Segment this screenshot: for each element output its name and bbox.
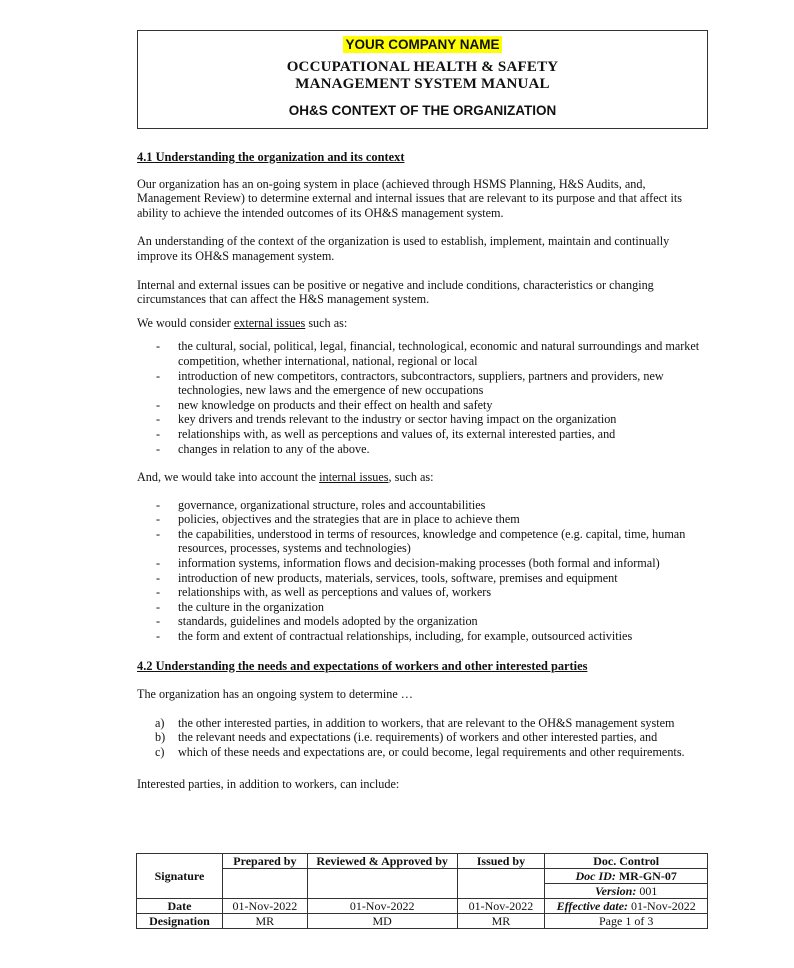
table-row: [137, 869, 708, 884]
list-item-text: changes in relation to any of the above.: [178, 441, 370, 456]
list-item: [137, 614, 712, 629]
external-issues-term: external issues: [233, 315, 306, 330]
dash-marker: -: [156, 629, 161, 644]
internal-issues-list: [137, 498, 712, 644]
list-marker: a): [155, 715, 165, 730]
list-marker: c): [155, 745, 165, 759]
list-item: [137, 398, 712, 413]
dash-marker: -: [156, 426, 161, 441]
list-item: [137, 600, 712, 615]
date-prepared: 01-Nov-2022: [222, 899, 307, 914]
signature-label: Signature: [137, 854, 223, 899]
date-reviewed: 01-Nov-2022: [307, 899, 457, 914]
dash-marker: -: [156, 368, 161, 383]
list-item-text: governance, organizational structure, roles and accountabilities: [178, 497, 486, 512]
date-issued: 01-Nov-2022: [457, 899, 545, 914]
text: , such as:: [388, 470, 434, 485]
manual-title-line2: MANAGEMENT SYSTEM MANUAL: [295, 76, 550, 92]
list-item: [137, 585, 712, 600]
list-item-text: information systems, information flows and decision-making processes (both formal and informal): [178, 556, 660, 571]
version-label: Version:: [594, 884, 637, 898]
paragraph: An understanding of the context of the organization is used to establish, implement, maintain and continually improve its OH&S management system.: [137, 234, 670, 263]
paragraph: Internal and external issues can be positive or negative and include conditions, characteristics or changing circumstances that can affect the H&S management system.: [137, 277, 654, 307]
designation-reviewed: MD: [307, 914, 457, 929]
list-item-text: the other interested parties, in addition to workers, that are relevant to the OH&S management system: [178, 715, 675, 730]
requirements-list: [137, 716, 712, 760]
dash-marker: -: [156, 599, 161, 614]
list-item: [137, 571, 712, 586]
dash-marker: -: [156, 614, 161, 629]
section-title: OH&S CONTEXT OF THE ORGANIZATION: [288, 103, 557, 118]
paragraph: Interested parties, in addition to workers, can include:: [137, 776, 400, 791]
dash-marker: -: [156, 441, 161, 456]
version-cell: [545, 884, 708, 899]
list-item: [137, 730, 712, 745]
table-row: [137, 914, 708, 929]
doc-control-header: Doc. Control: [545, 854, 708, 869]
list-item-text: introduction of new competitors, contractors, subcontractors, suppliers, partners and providers, new technologies, new laws and the emergence of new occupations: [178, 368, 664, 398]
effective-date-value: 01-Nov-2022: [631, 899, 696, 913]
text: And, we would take into account the: [137, 470, 320, 485]
list-item: [137, 442, 712, 457]
list-item: [137, 716, 712, 731]
page-number: Page 1 of 3: [545, 914, 708, 929]
list-item-text: standards, guidelines and models adopted by the organization: [178, 614, 478, 629]
designation-prepared: MR: [222, 914, 307, 929]
dash-marker: -: [156, 556, 161, 571]
doc-id-label: Doc ID:: [575, 869, 616, 883]
list-item-text: relationships with, as well as perceptions and values of, workers: [178, 585, 492, 600]
signature-reviewed: [307, 869, 457, 899]
list-item: [137, 556, 712, 571]
dash-marker: -: [156, 512, 161, 527]
designation-label: Designation: [137, 914, 223, 929]
list-item: [137, 369, 712, 398]
list-item-text: the capabilities, understood in terms of resources, knowledge and competence (e.g. capital, time, human resources, processes, systems and technologies): [178, 526, 686, 556]
dash-marker: -: [156, 526, 161, 541]
external-issues-intro: [137, 316, 712, 331]
document-body: [137, 150, 712, 791]
list-item: [137, 527, 712, 556]
list-item-text: new knowledge on products and their effect on health and safety: [178, 397, 493, 412]
dash-marker: -: [156, 339, 161, 354]
list-item-text: the form and extent of contractual relationships, including, for example, outsourced activities: [178, 629, 633, 644]
internal-issues-term: internal issues: [319, 470, 389, 485]
section-4-1-heading: 4.1 Understanding the organization and its context: [137, 150, 405, 164]
list-item: [137, 629, 712, 644]
version-value: 001: [639, 884, 658, 898]
manual-title-line1: OCCUPATIONAL HEALTH & SAFETY: [286, 59, 559, 75]
effective-date-cell: [545, 899, 708, 914]
document-header: [137, 30, 708, 129]
list-item-text: key drivers and trends relevant to the industry or sector having impact on the organization: [178, 412, 617, 427]
dash-marker: -: [156, 412, 161, 427]
prepared-by-header: Prepared by: [222, 854, 307, 869]
list-item: [137, 412, 712, 427]
text: We would consider: [137, 315, 234, 330]
doc-id-cell: [545, 869, 708, 884]
dash-marker: -: [156, 570, 161, 585]
list-item: [137, 512, 712, 527]
reviewed-header: Reviewed & Approved by: [307, 854, 457, 869]
dash-marker: -: [156, 497, 161, 512]
document-control-table: [136, 853, 708, 929]
table-row: [137, 899, 708, 914]
signature-prepared: [222, 869, 307, 899]
internal-issues-intro: [137, 470, 712, 485]
list-item-text: the cultural, social, political, legal, financial, technological, economic and natural surroundings and market competition, whether international, national, regional or local: [178, 339, 700, 368]
list-item-text: relationships with, as well as perceptions and values of, its external interested parties, and: [178, 426, 616, 441]
list-item-text: introduction of new products, materials, services, tools, software, premises and equipment: [178, 570, 618, 585]
signature-issued: [457, 869, 545, 899]
paragraph: Our organization has an on-going system in place (achieved through HSMS Planning, H&S Audits, and, Management Review) to determine external and internal issues that are relevant to its purpose and that affect its ability to achieve the intended outcomes of its OH&S management system.: [137, 176, 682, 220]
list-item: [137, 427, 712, 442]
list-item-text: policies, objectives and the strategies that are in place to achieve them: [178, 512, 520, 527]
list-item: [137, 745, 712, 760]
list-item-text: which of these needs and expectations are, or could become, legal requirements and other requirements.: [178, 745, 685, 759]
doc-id-value: MR-GN-07: [618, 869, 677, 883]
manual-title: [138, 59, 707, 93]
designation-issued: MR: [457, 914, 545, 929]
table-row: [137, 854, 708, 869]
paragraph: The organization has an ongoing system to determine …: [137, 687, 413, 702]
effective-date-label: Effective date:: [556, 899, 629, 913]
date-label: Date: [137, 899, 223, 914]
list-item-text: the culture in the organization: [178, 599, 324, 614]
dash-marker: -: [156, 397, 161, 412]
section-4-2-heading: 4.2 Understanding the needs and expectations of workers and other interested parties: [137, 658, 588, 673]
text: such as:: [305, 315, 348, 330]
external-issues-list: [137, 339, 712, 456]
list-item: [137, 339, 712, 368]
list-item: [137, 498, 712, 513]
list-marker: b): [155, 730, 166, 745]
dash-marker: -: [156, 585, 161, 600]
issued-by-header: Issued by: [457, 854, 545, 869]
company-name: YOUR COMPANY NAME: [345, 37, 500, 52]
list-item-text: the relevant needs and expectations (i.e. requirements) of workers and other interested parties, and: [178, 730, 658, 745]
